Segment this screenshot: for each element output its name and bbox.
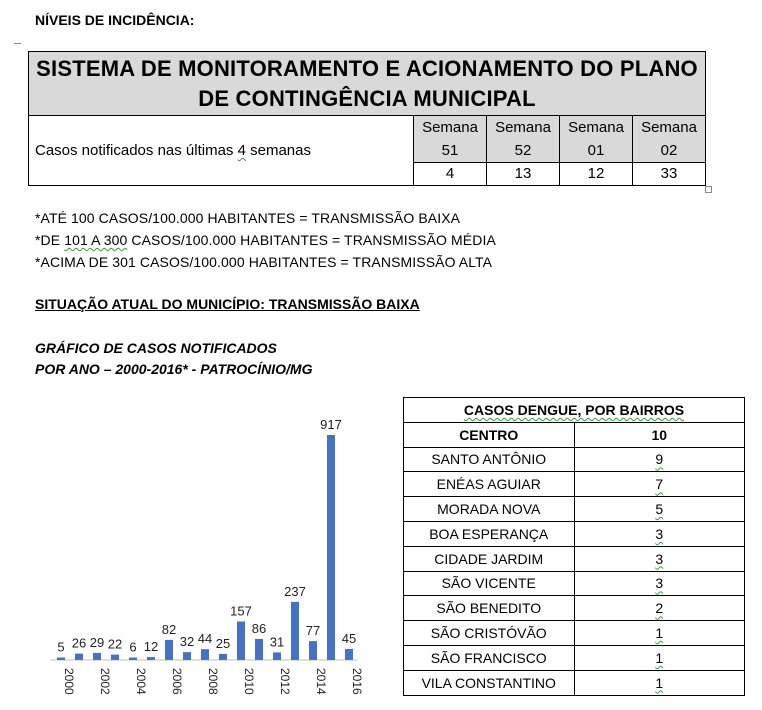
data-label-2011: 86 xyxy=(251,620,267,636)
criteria-line-1: *ATÉ 100 CASOS/100.000 HABITANTES = TRANSMISSÃO BAIXA xyxy=(35,210,461,226)
bar-2004 xyxy=(129,658,137,661)
bar-2014 xyxy=(309,641,317,660)
bairro-count xyxy=(574,521,745,546)
week-label: Semana xyxy=(641,119,697,136)
casos-label-pre: Casos notificados nas últimas xyxy=(35,142,238,159)
criteria-line-2b: 101 A 300 xyxy=(64,232,128,248)
bairro-name: SÃO CRISTÓVÃO xyxy=(404,621,575,646)
bar-2005 xyxy=(147,657,155,660)
x-tick-2002: 2002 xyxy=(98,668,112,695)
bairro-row xyxy=(404,546,745,571)
data-label-2008: 44 xyxy=(197,631,213,647)
bairro-name: MORADA NOVA xyxy=(404,497,575,522)
x-tick-2016: 2016 xyxy=(350,668,364,695)
data-label-2014: 77 xyxy=(305,623,321,639)
data-label-2009: 25 xyxy=(215,635,231,651)
bairro-count xyxy=(574,422,745,447)
data-label-2006: 82 xyxy=(161,621,177,637)
bairro-name: SÃO BENEDITO xyxy=(404,596,575,621)
bairro-count-value: 2 xyxy=(655,600,664,617)
bar-2015 xyxy=(327,435,335,660)
x-tick-2006: 2006 xyxy=(170,668,184,695)
data-label-2016: 45 xyxy=(341,630,357,646)
bar-2008 xyxy=(201,649,209,660)
week-num: 01 xyxy=(587,142,605,159)
bairro-count xyxy=(574,472,745,497)
bairro-row xyxy=(404,497,745,522)
x-tick-2008: 2008 xyxy=(206,668,220,695)
data-label-2004: 6 xyxy=(129,639,137,655)
bar-2000 xyxy=(57,658,65,661)
niveis-heading: NÍVEIS DE INCIDÊNCIA: xyxy=(35,12,195,28)
bairro-row xyxy=(404,447,745,472)
bairro-row xyxy=(404,670,745,695)
table-resize-handle[interactable] xyxy=(705,186,712,193)
data-label-2007: 32 xyxy=(179,634,195,650)
week-num: 52 xyxy=(514,142,532,159)
bairros-table xyxy=(403,397,745,696)
situacao-atual: SITUAÇÃO ATUAL DO MUNICÍPIO: TRANSMISSÃO BAIXA xyxy=(35,296,420,312)
bairro-count-value: 1 xyxy=(655,674,664,691)
data-label-2015: 917 xyxy=(320,417,342,432)
bairro-row xyxy=(404,621,745,646)
data-label-2003: 22 xyxy=(107,636,123,652)
cases-bar-chart xyxy=(40,395,370,710)
bairro-count-value: 3 xyxy=(655,575,664,592)
bairro-name: CIDADE JARDIM xyxy=(404,546,575,571)
bairro-name: ENÉAS AGUIAR xyxy=(404,472,575,497)
bairro-count-value: 10 xyxy=(651,426,668,443)
bairro-count xyxy=(574,571,745,596)
bairro-name: VILA CONSTANTINO xyxy=(404,670,575,695)
week-label: Semana xyxy=(495,119,551,136)
x-tick-2010: 2010 xyxy=(242,668,256,695)
bairro-count-value: 3 xyxy=(655,550,664,567)
grafico-title-line2: POR ANO – 2000-2016* - PATROCÍNIO/MG xyxy=(35,361,313,377)
bar-2009 xyxy=(219,654,227,660)
week-num: 02 xyxy=(660,142,678,159)
bairros-header-text: CASOS DENGUE, POR BAIRROS xyxy=(463,401,685,418)
bairro-count xyxy=(574,621,745,646)
bar-2013 xyxy=(291,602,299,660)
bairro-name: CENTRO xyxy=(404,422,575,447)
casos-label-num: 4 xyxy=(237,142,246,159)
bairro-name: SÃO VICENTE xyxy=(404,571,575,596)
bairro-count xyxy=(574,497,745,522)
data-label-2012: 31 xyxy=(269,634,285,650)
bairro-count xyxy=(574,546,745,571)
bar-2006 xyxy=(165,640,173,660)
week-value: 4 xyxy=(414,163,487,186)
week-label: Semana xyxy=(422,119,478,136)
bairro-row xyxy=(404,422,745,447)
bairro-count-value: 7 xyxy=(655,476,664,493)
bairro-count-value: 9 xyxy=(655,451,664,468)
system-title xyxy=(29,52,706,116)
bairro-row xyxy=(404,571,745,596)
bairro-count-value: 3 xyxy=(655,525,664,542)
bairros-header xyxy=(404,398,745,423)
data-label-2005: 12 xyxy=(143,639,159,655)
week-header xyxy=(414,116,487,163)
bar-2003 xyxy=(111,655,119,660)
bairro-row xyxy=(404,472,745,497)
system-title-line1: SISTEMA DE MONITORAMENTO E ACIONAMENTO DO PLANO xyxy=(36,55,698,81)
criteria-line-2c: CASOS/100.000 HABITANTES = TRANSMISSÃO MÉDIA xyxy=(127,232,496,248)
x-tick-2012: 2012 xyxy=(278,668,292,695)
bairro-name: BOA ESPERANÇA xyxy=(404,521,575,546)
monitoring-table xyxy=(28,51,706,186)
data-label-2010: 157 xyxy=(230,603,252,619)
margin-mark xyxy=(14,43,21,44)
bar-2001 xyxy=(75,654,83,660)
bairro-count xyxy=(574,645,745,670)
bairro-count xyxy=(574,596,745,621)
x-tick-2014: 2014 xyxy=(314,668,328,695)
casos-label-post: semanas xyxy=(245,142,311,159)
week-num: 51 xyxy=(441,142,459,159)
grafico-title-line1: GRÁFICO DE CASOS NOTIFICADOS xyxy=(35,340,277,356)
data-label-2001: 26 xyxy=(71,635,87,651)
criteria-line-2a: *DE xyxy=(35,232,65,248)
bairro-row xyxy=(404,645,745,670)
week-header xyxy=(633,116,706,163)
bairro-name: SÃO FRANCISCO xyxy=(404,645,575,670)
week-header xyxy=(560,116,633,163)
grafico-title xyxy=(35,338,312,380)
bar-2010 xyxy=(237,621,245,660)
bar-2016 xyxy=(345,649,353,660)
week-header xyxy=(487,116,560,163)
bar-2002 xyxy=(93,653,101,660)
data-label-2002: 29 xyxy=(89,634,105,650)
bar-2007 xyxy=(183,652,191,660)
week-value: 12 xyxy=(560,163,633,186)
data-label-2000: 5 xyxy=(57,639,65,655)
week-label: Semana xyxy=(568,119,624,136)
system-title-line2: DE CONTINGÊNCIA MUNICIPAL xyxy=(198,85,536,111)
bairro-name: SANTO ANTÔNIO xyxy=(404,447,575,472)
bairro-count xyxy=(574,447,745,472)
week-value: 13 xyxy=(487,163,560,186)
x-tick-2004: 2004 xyxy=(134,668,148,695)
criteria-line-2 xyxy=(35,232,496,248)
x-tick-2000: 2000 xyxy=(62,668,76,695)
bairro-count-value: 5 xyxy=(655,501,664,518)
bar-2012 xyxy=(273,652,281,660)
casos-label xyxy=(29,116,414,186)
bar-2011 xyxy=(255,639,263,660)
criteria-line-3: *ACIMA DE 301 CASOS/100.000 HABITANTES = TRANSMISSÃO ALTA xyxy=(35,254,493,270)
week-value: 33 xyxy=(633,163,706,186)
data-label-2013: 237 xyxy=(284,583,306,599)
bairro-row xyxy=(404,521,745,546)
bairro-count-value: 1 xyxy=(655,649,664,666)
bairro-count xyxy=(574,670,745,695)
bairro-row xyxy=(404,596,745,621)
bairro-count-value: 1 xyxy=(655,625,664,642)
